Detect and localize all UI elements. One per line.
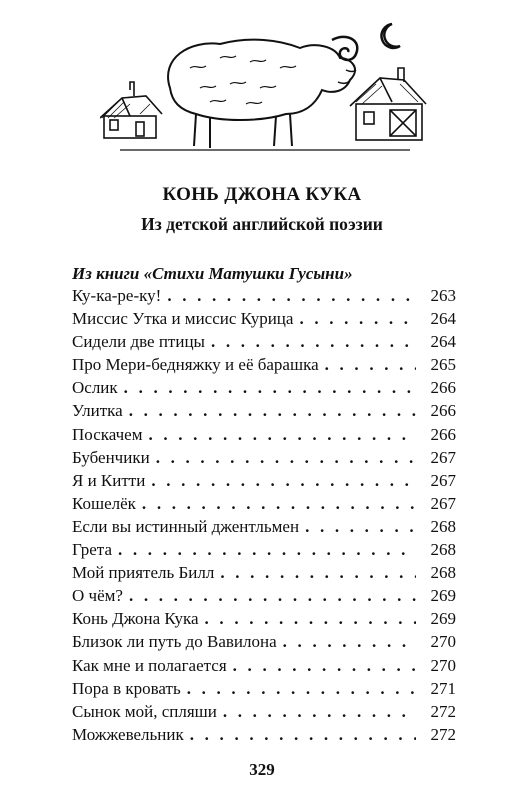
page-subtitle: Из детской английской поэзии (141, 214, 383, 234)
toc-leader-dots (118, 538, 416, 561)
toc-leader-dots (205, 607, 416, 630)
toc-entry-page: 266 (430, 378, 456, 398)
table-of-contents (72, 284, 456, 746)
page-number: 329 (249, 760, 275, 779)
toc-entry-title: Ку-ка-ре-ку! (72, 286, 162, 305)
toc-entry[interactable] (72, 307, 456, 330)
toc-entry[interactable] (72, 515, 456, 538)
toc-entry-title: Миссис Утка и миссис Курица (72, 309, 294, 329)
page-title: КОНЬ ДЖОНА КУКА (162, 184, 362, 205)
toc-entry[interactable] (72, 607, 456, 630)
toc-entry[interactable] (72, 446, 456, 469)
header-illustration (100, 18, 430, 158)
toc-entry-title: Грета (72, 540, 112, 560)
toc-entry-page: 266 (430, 401, 456, 421)
moon-icon (382, 24, 400, 48)
toc-entry-title: Если вы истинный джентльмен (72, 516, 300, 536)
toc-entry-page: 264 (430, 332, 456, 352)
toc-entry-page: 268 (430, 516, 456, 536)
toc-leader-dots (220, 561, 416, 584)
toc-entry-title: Кошелёк (72, 493, 136, 513)
toc-leader-dots (129, 399, 416, 422)
toc-entry-title: Бубенчики (72, 447, 150, 467)
toc-entry[interactable] (72, 399, 456, 422)
toc-entry-page: 268 (430, 540, 456, 560)
toc-leader-dots (148, 423, 416, 446)
house-icon (100, 82, 162, 138)
toc-entry[interactable] (72, 469, 456, 492)
toc-entry-page: 269 (430, 586, 456, 606)
toc-entry[interactable] (72, 330, 456, 353)
toc-leader-dots (129, 584, 416, 607)
toc-leader-dots (156, 446, 416, 469)
toc-leader-dots (211, 330, 416, 353)
toc-entry-page: 270 (430, 632, 456, 652)
toc-entry-title: Мой приятель Билл (72, 563, 215, 583)
toc-leader-dots (151, 469, 416, 492)
toc-entry-page: 268 (430, 563, 456, 583)
toc-entry[interactable] (72, 492, 456, 515)
toc-leader-dots (325, 353, 416, 376)
toc-entry[interactable] (72, 376, 456, 399)
toc-entry[interactable] (72, 677, 456, 700)
toc-entry-title: Как мне и полагается (72, 655, 227, 675)
toc-entry-page: 269 (430, 609, 456, 629)
toc-entry-title: Сидели две птицы (72, 332, 205, 352)
toc-entry-page: 265 (430, 355, 456, 375)
toc-entry[interactable] (72, 561, 456, 584)
toc-leader-dots (233, 654, 416, 677)
toc-leader-dots (167, 284, 416, 307)
toc-leader-dots (142, 492, 416, 515)
toc-entry-title: Ослик (72, 378, 118, 398)
toc-entry-title: Про Мери-бедняжку и её барашка (72, 355, 319, 375)
toc-entry-page: 271 (430, 678, 456, 698)
toc-entry-title: Можжевельник (72, 724, 184, 744)
section-heading: Из книги «Стихи Матушки Гусыни» (72, 264, 353, 283)
toc-entry-page: 264 (430, 309, 456, 329)
toc-entry-page: 266 (430, 424, 456, 444)
toc-entry[interactable] (72, 654, 456, 677)
toc-entry[interactable] (72, 423, 456, 446)
house-icon (350, 68, 426, 140)
toc-entry[interactable] (72, 584, 456, 607)
toc-entry-page: 272 (430, 701, 456, 721)
toc-entry-title: Сынок мой, спляши (72, 701, 217, 721)
toc-entry-title: Улитка (72, 401, 123, 421)
toc-leader-dots (124, 376, 416, 399)
toc-entry-title: Близок ли путь до Вавилона (72, 632, 277, 652)
toc-entry-title: О чём? (72, 586, 123, 606)
toc-entry-title: Я и Китти (72, 470, 146, 490)
toc-entry-title: Конь Джона Кука (72, 609, 199, 629)
toc-leader-dots (305, 515, 416, 538)
toc-entry-title: Пора в кровать (72, 678, 181, 698)
toc-entry-page: 272 (430, 724, 456, 744)
toc-entry[interactable] (72, 284, 456, 307)
toc-entry-page: 267 (430, 447, 456, 467)
toc-entry-page: 270 (430, 655, 456, 675)
toc-entry-page: 267 (430, 493, 456, 513)
toc-leader-dots (283, 630, 416, 653)
toc-leader-dots (190, 723, 416, 746)
toc-entry-title: Поскачем (72, 424, 143, 444)
toc-entry-page: 263 (430, 286, 456, 305)
toc-entry-page: 267 (430, 470, 456, 490)
toc-entry[interactable] (72, 700, 456, 723)
toc-leader-dots (187, 677, 416, 700)
toc-entry[interactable] (72, 538, 456, 561)
toc-entry[interactable] (72, 723, 456, 746)
toc-entry[interactable] (72, 630, 456, 653)
toc-entry[interactable] (72, 353, 456, 376)
toc-leader-dots (299, 307, 416, 330)
toc-leader-dots (223, 700, 416, 723)
